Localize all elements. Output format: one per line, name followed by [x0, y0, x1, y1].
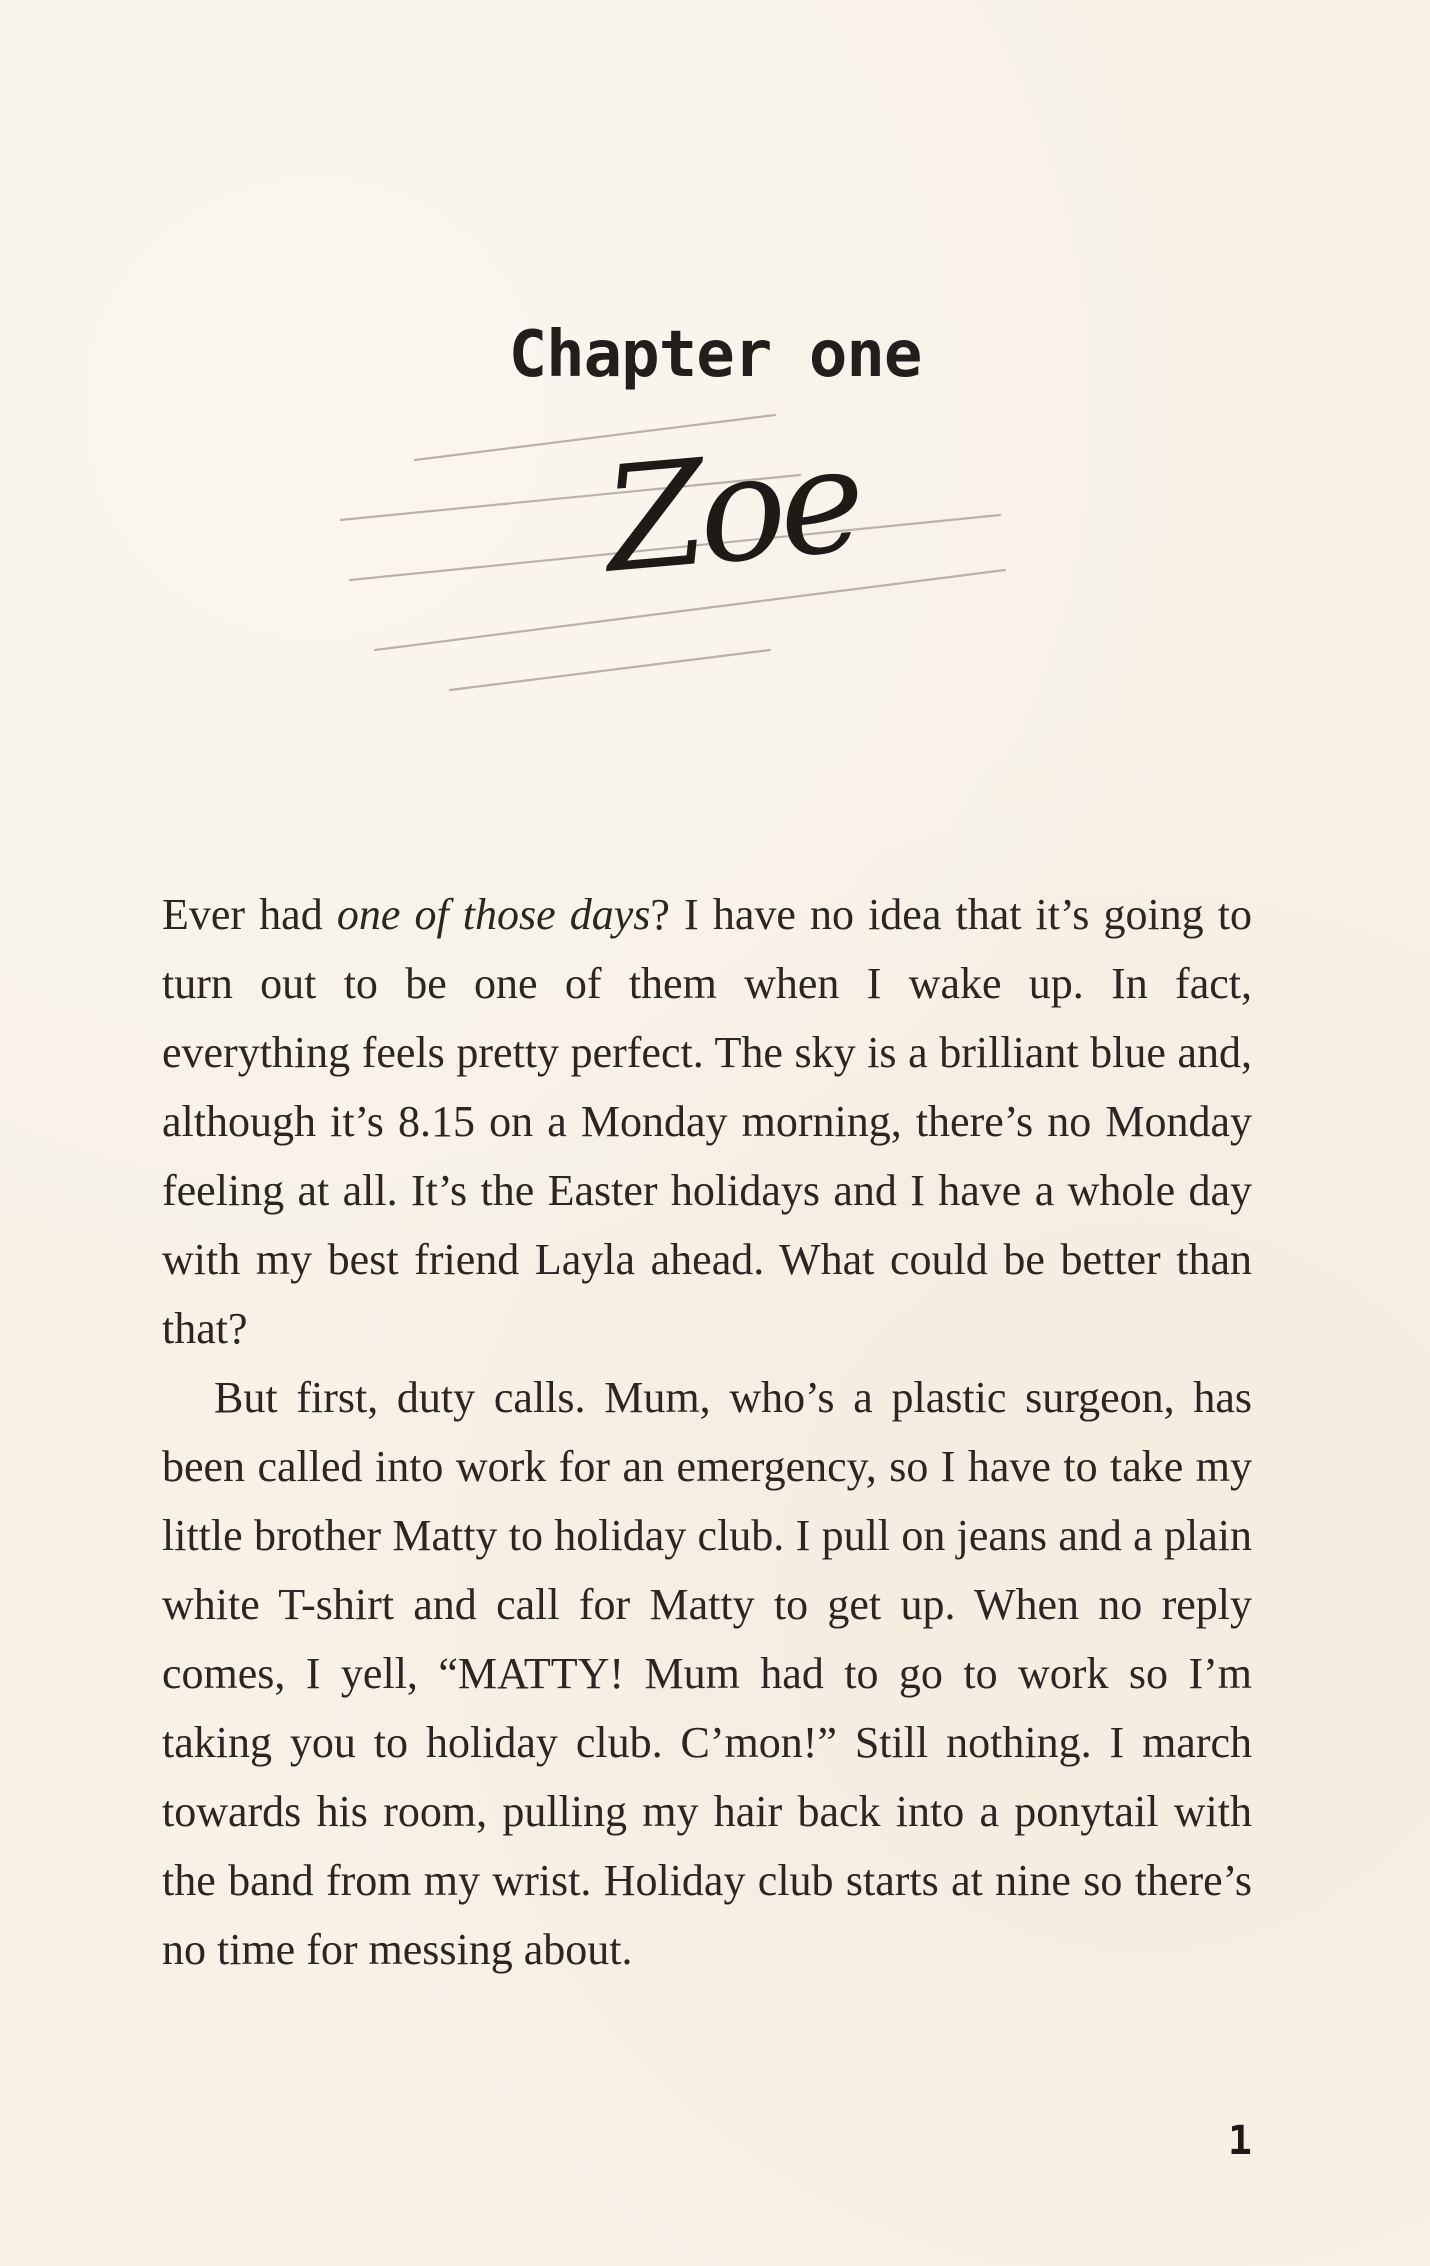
- paragraph-2: But first, duty calls. Mum, who’s a plastic surgeon, has been called into work for an emergency, so I have to take my little brother Matty to holiday club. I pull on jeans and a plain white T-shirt and call for Matty to get up. When no reply comes, I yell, “MATTY! Mum had to go to work so I’m taking you to holiday club. C’mon!” Still nothing. I march towards his room, pulling my hair back into a ponytail with the band from my wrist. Holiday club starts at nine so there’s no time for messing about.: [162, 1373, 1252, 1974]
- chapter-name: Zoe: [598, 415, 865, 606]
- chapter-title: Chapter one: [508, 318, 922, 392]
- ruled-line: [450, 650, 770, 690]
- paragraph-1: [162, 880, 1252, 1363]
- paragraph-1-part-1: Ever had: [162, 890, 337, 939]
- paragraph-1-part-3: ? I have no idea that it’s going to turn out to be one of them when I wake up. In fact, everything feels pretty perfect. The sky is a brilliant blue and, although it’s 8.15 on a Monday morning, there’s no Monday feeling at all. It’s the Easter holidays and I have a whole day with my best friend Layla ahead. What could be better than that?: [162, 890, 1253, 1353]
- page-number: 1: [1227, 2118, 1252, 2164]
- chapter-body: [162, 880, 1252, 1984]
- paragraph-1-emphasis: one of those days: [336, 890, 651, 939]
- chapter-name-block: [340, 400, 1090, 710]
